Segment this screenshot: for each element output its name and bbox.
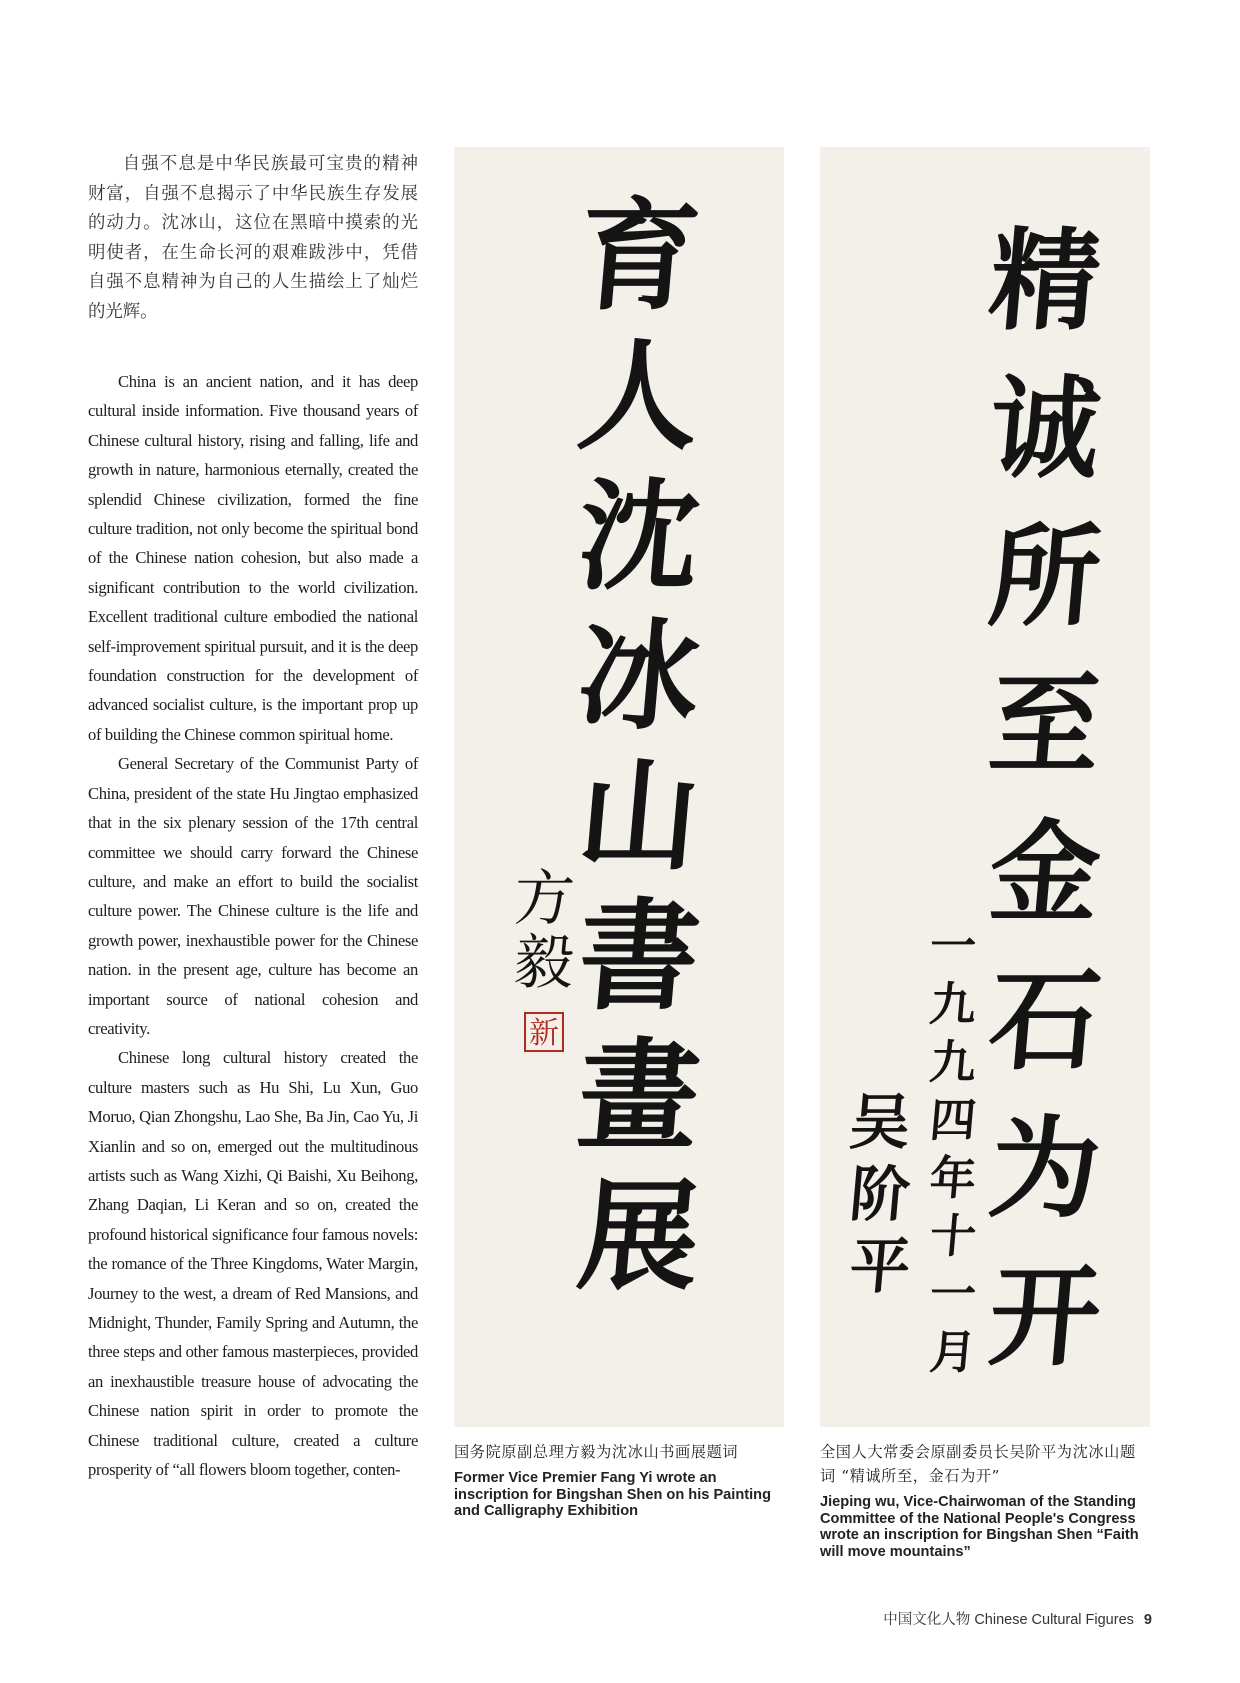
calligraphy-signature xyxy=(510,864,578,998)
caption-right xyxy=(820,1440,1150,1560)
calligraphy-char: 所 xyxy=(984,512,1106,641)
caption-left xyxy=(454,1440,784,1520)
calligraphy-char: 畫 xyxy=(572,1026,706,1167)
english-paragraph-1: China is an ancient nation, and it has deep cultural inside information. Five thousand years of Chinese cultural history, rising and falling, life and growth in nature, harmonious eternally, created the splendid Chinese civilization, formed the fine culture tradition, not only become the spiritual bond of the Chinese nation cohesion, but also made a significant contribution to the world civilization. Excellent traditional culture embodied the national self-improvement spiritual pursuit, and it is the deep foundation construction for the development of advanced socialist culture, is the important prop up of building the Chinese common spiritual home. xyxy=(88,372,418,744)
calligraphy-char: 書 xyxy=(572,886,706,1027)
caption-right-english: Jieping wu, Vice-Chairwoman of the Standing Committee of the National People's Congress wrote an inscription for Bingshan Shen “Faith will move mountains” xyxy=(820,1494,1139,1560)
calligraphy-char: 金 xyxy=(984,808,1106,937)
page-footer xyxy=(883,1608,1152,1629)
caption-left-chinese: 国务院原副总理方毅为沈冰山书画展题词 xyxy=(454,1443,739,1461)
date-char: 九 xyxy=(927,1035,979,1089)
calligraphy-char: 至 xyxy=(984,660,1106,789)
date-char: 年 xyxy=(927,1151,979,1205)
calligraphy-date-column xyxy=(927,917,979,1381)
calligraphy-scroll-wu-jieping xyxy=(820,147,1150,1427)
signature-char: 阶 xyxy=(846,1160,914,1230)
calligraphy-char: 诚 xyxy=(984,364,1106,493)
signature-char: 平 xyxy=(846,1232,914,1302)
article-text-column xyxy=(88,150,418,1484)
calligraphy-char: 冰 xyxy=(572,606,706,747)
calligraphy-char: 展 xyxy=(572,1166,706,1307)
date-char: 一 xyxy=(927,1267,979,1321)
chinese-intro-paragraph: 自强不息是中华民族最可宝贵的精神财富，自强不息揭示了中华民族生存发展的动力。沈冰山，这位在黑暗中摸索的光明使者，在生命长河的艰难跋涉中，凭借自强不息精神为自己的人生描绘上了灿烂的光辉。 xyxy=(88,154,418,322)
date-char: 九 xyxy=(927,977,979,1031)
footer-title-english: Chinese Cultural Figures xyxy=(974,1612,1134,1628)
calligraphy-char: 山 xyxy=(572,746,706,887)
calligraphy-char: 育 xyxy=(572,186,706,327)
red-seal-stamp: 新 xyxy=(524,1012,564,1052)
date-char: 十 xyxy=(927,1209,979,1263)
calligraphy-scroll-fang-yi xyxy=(454,147,784,1427)
calligraphy-char: 沈 xyxy=(572,466,706,607)
calligraphy-char: 为 xyxy=(984,1104,1106,1233)
calligraphy-signature xyxy=(846,1087,914,1303)
signature-char: 方 xyxy=(510,864,578,934)
signature-char: 吴 xyxy=(846,1088,914,1158)
page-number: 9 xyxy=(1143,1612,1152,1628)
calligraphy-char: 开 xyxy=(984,1252,1106,1381)
caption-left-english: Former Vice Premier Fang Yi wrote an inscription for Bingshan Shen on his Painting and Calligraphy Exhibition xyxy=(454,1470,772,1519)
date-char: 一 xyxy=(927,919,979,973)
caption-right-chinese: 全国人大常委会原副委员长吴阶平为沈冰山题词 “精诚所至，金石为开” xyxy=(820,1443,1136,1485)
date-char: 四 xyxy=(927,1093,979,1147)
date-char: 月 xyxy=(927,1325,979,1379)
english-paragraph-2: General Secretary of the Communist Party of China, president of the state Hu Jingtao emphasized that in the six plenary session of the 17th central committee we should carry forward the Chinese culture, and make an effort to build the socialist culture power. The Chinese culture is the life and growth power, inexhaustible power for the Chinese nation. in the present age, culture has become an important source of national cohesion and creativity. xyxy=(88,754,418,1038)
calligraphy-char: 石 xyxy=(984,956,1106,1085)
signature-char: 毅 xyxy=(510,928,578,998)
calligraphy-main-column xyxy=(564,187,714,1307)
footer-title-chinese: 中国文化人物 xyxy=(883,1612,971,1628)
calligraphy-main-column xyxy=(970,207,1120,1391)
calligraphy-char: 人 xyxy=(572,326,706,467)
english-paragraph-3: Chinese long cultural history created the culture masters such as Hu Shi, Lu Xun, Guo Moruo, Qian Zhongshu, Lao She, Ba Jin, Cao Yu, Ji Xianlin and so on, emerged out the multitudinous artists such as Wang Xizhi, Qi Baishi, Xu Beihong, Zhang Daqian, Li Keran and so on, created the profound historical significance four famous novels: the romance of the Three Kingdoms, Water Margin, Journey to the west, a dream of Red Mansions, and Midnight, Thunder, Family Spring and Autumn, the three steps and other famous masterpieces, provided an inexhaustible treasure house of advocating the Chinese nation spirit in order to promote the Chinese traditional culture, created a culture prosperity of “all flowers bloom together, conten- xyxy=(88,1048,418,1480)
calligraphy-char: 精 xyxy=(984,216,1106,345)
